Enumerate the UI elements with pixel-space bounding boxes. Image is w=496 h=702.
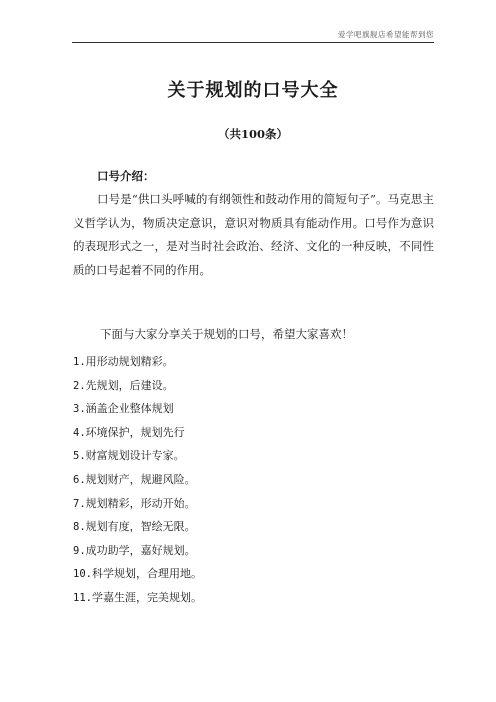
item-number: 6. bbox=[73, 473, 86, 486]
list-item bbox=[73, 421, 202, 445]
item-text: 规划精彩，形动开始。 bbox=[85, 496, 196, 510]
page-header-text: 爱学吧旗舰店希望能帮到您 bbox=[338, 30, 434, 39]
header-divider bbox=[72, 42, 434, 43]
list-item bbox=[73, 515, 202, 539]
list-item bbox=[73, 492, 202, 516]
item-number: 4. bbox=[73, 426, 86, 439]
item-number: 1. bbox=[73, 356, 86, 368]
intro-paragraph: 口号是“供口头呼喊的有纲领性和鼓动作用的简短句子”。马克思主义哲学认为，物质决定意识，意识对物质具有能动作用。口号作为意识的表现形式之一，是对当时社会政治、经济、文化的一种反映，不同性质的口号起着不同的作用。 bbox=[73, 192, 434, 277]
slogan-list bbox=[73, 350, 202, 610]
item-text: 财富规划设计专家。 bbox=[85, 449, 185, 463]
list-item bbox=[73, 539, 202, 563]
list-item bbox=[73, 397, 202, 421]
item-text: 规划有度，智绘无限。 bbox=[85, 520, 196, 534]
share-line: 下面与大家分享关于规划的口号，希望大家喜欢！ bbox=[100, 327, 353, 341]
item-number: 9. bbox=[73, 544, 86, 557]
list-item bbox=[73, 586, 202, 610]
document-title: 关于规划的口号大全 bbox=[167, 80, 339, 101]
item-text: 成功助学，嘉好规划。 bbox=[85, 543, 196, 557]
item-text: 环境保护，规划先行 bbox=[85, 425, 185, 439]
list-item bbox=[73, 444, 202, 468]
item-number: 8. bbox=[73, 521, 86, 534]
item-text: 涵盖企业整体规划 bbox=[85, 402, 174, 416]
item-text: 规划财产，规避风险。 bbox=[85, 472, 196, 486]
item-text: 先规划，后建设。 bbox=[85, 378, 174, 392]
intro-heading: 口号介绍： bbox=[97, 169, 155, 183]
item-text: 学嘉生涯，完美规划。 bbox=[91, 590, 202, 604]
item-number: 11. bbox=[73, 591, 92, 604]
list-item bbox=[73, 562, 202, 586]
item-number: 7. bbox=[73, 497, 86, 510]
item-text: 用形动规划精彩。 bbox=[85, 355, 174, 368]
item-number: 5. bbox=[73, 450, 86, 463]
list-item bbox=[73, 468, 202, 492]
document-subtitle: （共100条） bbox=[217, 127, 288, 141]
list-item bbox=[73, 350, 202, 374]
item-text: 科学规划，合理用地。 bbox=[91, 567, 202, 581]
list-item bbox=[73, 374, 202, 398]
item-number: 2. bbox=[73, 379, 86, 392]
item-number: 10. bbox=[73, 568, 92, 581]
item-number: 3. bbox=[73, 403, 86, 416]
